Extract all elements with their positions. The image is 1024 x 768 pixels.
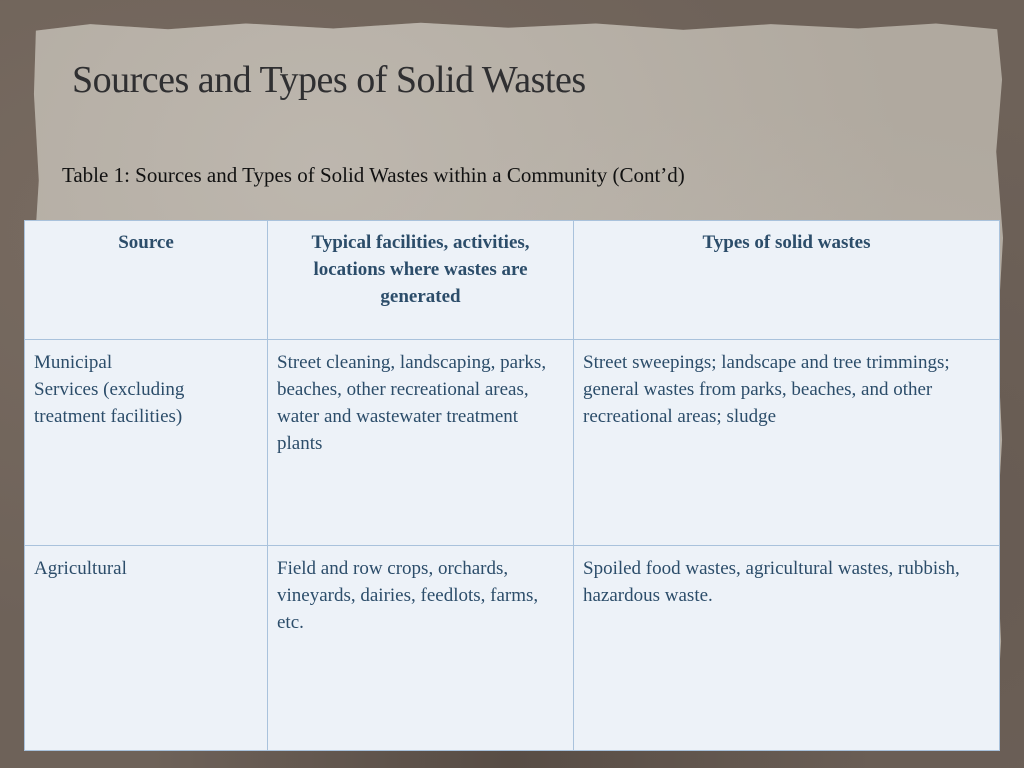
- header-waste-types: Types of solid wastes: [574, 221, 1000, 340]
- cell-waste-types: Spoiled food wastes, agricultural wastes, rubbish, hazardous waste.: [574, 545, 1000, 751]
- table-row: [25, 340, 1000, 546]
- table-caption: Table 1: Sources and Types of Solid Wastes within a Community (Cont’d): [62, 163, 685, 187]
- cell-facilities: Field and row crops, orchards, vineyards, dairies, feedlots, farms, etc.: [268, 545, 574, 751]
- waste-sources-table: [24, 220, 1000, 751]
- cell-facilities: Street cleaning, landscaping, parks, beaches, other recreational areas, water and wastewater treatment plants: [268, 340, 574, 546]
- slide-title: Sources and Types of Solid Wastes: [72, 59, 586, 101]
- cell-source: [25, 545, 268, 751]
- source-line-1: Municipal: [34, 352, 113, 373]
- cell-source: [25, 340, 268, 546]
- source-line-1: Agricultural: [34, 557, 127, 579]
- header-source: Source: [25, 221, 268, 340]
- table-header-row: [25, 221, 1000, 340]
- table-row: [25, 545, 1000, 751]
- cell-waste-types: Street sweepings; landscape and tree trimmings; general wastes from parks, beaches, and other recreational areas; sludge: [574, 340, 1000, 546]
- header-facilities: Typical facilities, activities, locations where wastes are generated: [268, 221, 574, 340]
- source-line-2: Services (excluding treatment facilities): [34, 379, 185, 427]
